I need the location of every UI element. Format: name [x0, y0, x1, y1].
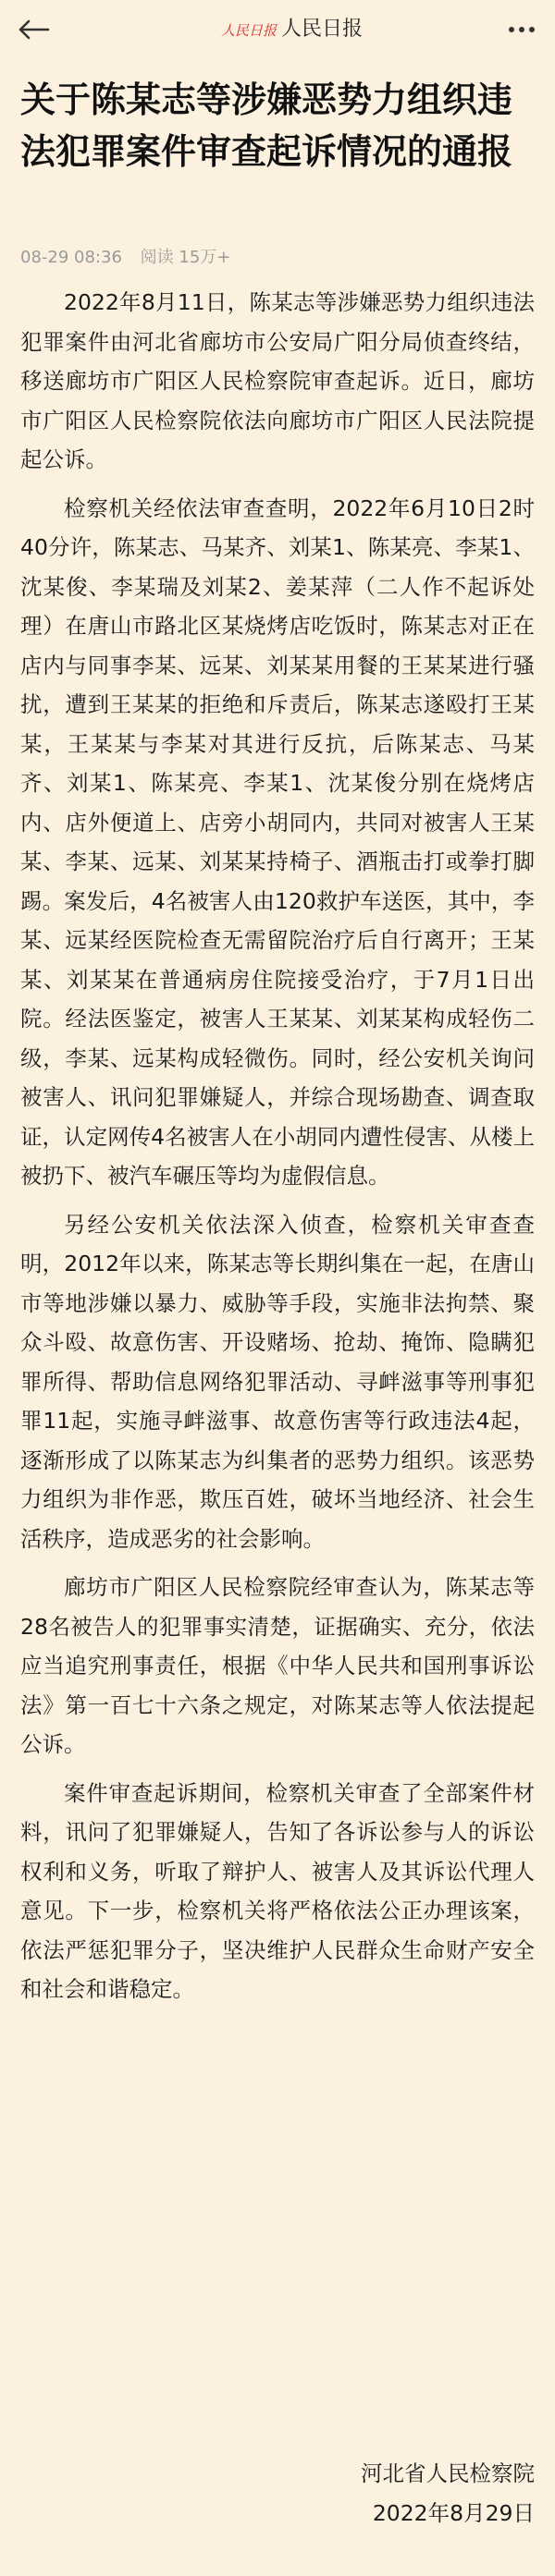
article-title: 关于陈某志等涉嫌恶势力组织违法犯罪案件审查起诉情况的通报 [20, 79, 513, 172]
signature-org: 河北省人民检察院 [361, 2460, 535, 2486]
brand-name: 人民日报 [281, 18, 364, 41]
back-button[interactable] [13, 11, 54, 48]
signature-date: 2022年8月29日 [372, 2499, 535, 2526]
paragraph: 2022年8月11日，陈某志等涉嫌恶势力组织违法犯罪案件由河北省廊坊市公安局广阳分局侦查终结，移送廊坊市广阳区人民检察院审查起诉。近日，廊坊市广阳区人民检察院依法向廊坊市广阳区人民法院提起公诉。 [20, 289, 535, 472]
read-count: 阅读 15万+ [140, 248, 231, 267]
svg-text:人民日报: 人民日报 [220, 22, 278, 39]
back-arrow-icon [17, 18, 50, 41]
more-button[interactable] [501, 11, 542, 48]
paragraph: 廊坊市广阳区人民检察院经审查认为，陈某志等28名被告人的犯罪事实清楚，证据确实、充分，依法应当追究刑事责任，根据《中华人民共和国刑事诉讼法》第一百七十六条之规定，对陈某志等人依法提起公诉。 [20, 1574, 535, 1757]
article-meta [20, 244, 243, 268]
article-body [20, 283, 535, 2019]
signature [165, 2454, 535, 2533]
more-dots-icon [508, 26, 536, 33]
paragraph: 案件审查起诉期间，检察机关审查了全部案件材料，讯问了犯罪嫌疑人，告知了各诉讼参与人的诉讼权利和义务，听取了辩护人、被害人及其诉讼代理人意见。下一步，检察机关将严格依法公正办理该案，依法严惩犯罪分子，坚决维护人民群众生命财产安全和社会和谐稳定。 [20, 1779, 535, 2002]
top-bar [0, 0, 555, 59]
peoples-daily-logo [220, 17, 278, 43]
paragraph: 另经公安机关依法深入侦查，检察机关审查查明，2012年以来，陈某志等长期纠集在一起，在唐山市等地涉嫌以暴力、威胁等手段，实施非法拘禁、聚众斗殴、故意伤害、开设赌场、抢劫、掩饰、隐瞒犯罪所得、帮助信息网络犯罪活动、寻衅滋事等刑事犯罪11起，实施寻衅滋事、故意伤害等行政违法4起，逐渐形成了以陈某志为纠集者的恶势力组织。该恶势力组织为非作恶，欺压百姓，破坏当地经济、社会生活秩序，造成恶劣的社会影响。 [20, 1211, 535, 1552]
publish-time: 08-29 08:36 [20, 248, 122, 267]
paragraph: 检察机关经依法审查查明，2022年6月10日2时40分许，陈某志、马某齐、刘某1、陈某亮、李某1、沈某俊、李某瑞及刘某2、姜某萍（二人作不起诉处理）在唐山市路北区某烧烤店吃饭时，陈某志对正在店内与同事李某、远某、刘某某用餐的王某某进行骚扰，遭到王某某的拒绝和斥责后，陈某志遂殴打王某某，王某某与李某对其进行反抗，后陈某志、马某齐、刘某1、陈某亮、李某1、沈某俊分别在烧烤店内、店外便道上、店旁小胡同内，共同对被害人王某某、李某、远某、刘某某持椅子、酒瓶击打或拳打脚踢。案发后，4名被害人由120救护车送医，其中，李某、远某经医院检查无需留院治疗后自行离开；王某某、刘某某在普通病房住院接受治疗，于7月1日出院。经法医鉴定，被害人王某某、刘某某构成轻伤二级，李某、远某构成轻微伤。同时，经公安机关询问被害人、讯问犯罪嫌疑人，并综合现场勘查、调查取证，认定网传4名被害人在小胡同内遭性侵害、从楼上被扔下、被汽车碾压等均为虚假信息。 [20, 494, 535, 1189]
